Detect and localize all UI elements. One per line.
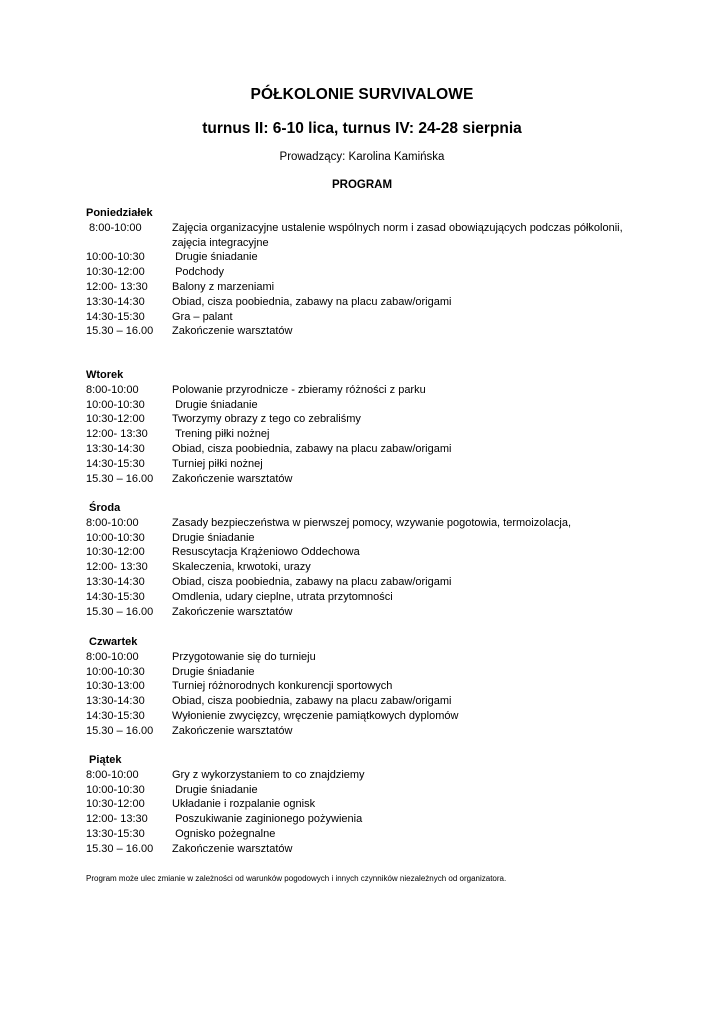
day-name: Poniedziałek [86,207,153,219]
schedule-row [86,709,646,724]
schedule-time: 15.30 – 16.00 [86,472,154,485]
schedule-time: 10:30-12:00 [86,413,145,426]
schedule-time: 8:00-10:00 [86,650,139,663]
schedule-activity: Drugie śniadanie [172,665,255,678]
schedule-row [86,383,646,398]
schedule-activity: Polowanie przyrodnicze - zbieramy różności z parku [172,383,426,396]
schedule-time: 12:00- 13:30 [86,428,148,441]
schedule-row [86,412,646,427]
schedule-row [86,427,646,442]
program-heading: PROGRAM [331,179,393,191]
schedule-activity: Układanie i rozpalanie ognisk [172,798,316,811]
turnus-subtitle: turnus II: 6-10 lica, turnus IV: 24-28 sierpnia [202,120,522,137]
day-section-friday [86,753,646,857]
schedule-row [86,265,646,280]
schedule-activity: Omdlenia, udary cieplne, utrata przytomności [172,590,393,603]
schedule-time: 13:30-15:30 [86,827,145,840]
schedule-activity: Obiad, cisza poobiednia, zabawy na placu zabaw/origami [172,575,452,588]
schedule-row [86,310,646,325]
schedule-row [86,516,646,531]
schedule-time: 10:00-10:30 [86,251,145,264]
day-section-thursday [86,635,646,739]
schedule-row [86,398,646,413]
schedule-row [86,768,646,783]
schedule-row [86,842,646,857]
schedule-activity: Turniej różnorodnych konkurencji sportowych [172,680,393,693]
schedule-activity: Skaleczenia, krwotoki, urazy [172,561,311,574]
schedule-activity: Drugie śniadanie [172,531,255,544]
footnote: Program może ulec zmianie w zależności od warunków pogodowych i innych czynników niezależnych od organizatora. [86,874,507,883]
schedule-activity: Balony z marzeniami [172,280,275,293]
schedule-activity: Zajęcia organizacyjne ustalenie wspólnych norm i zasad obowiązujących podczas półkolonii, zajęcia integracyjne [172,221,626,249]
schedule-activity: Obiad, cisza poobiednia, zabawy na placu zabaw/origami [172,442,452,455]
schedule-activity: Gry z wykorzystaniem to co znajdziemy [172,768,365,781]
schedule-row [86,605,646,620]
schedule-activity: Obiad, cisza poobiednia, zabawy na placu zabaw/origami [172,295,452,308]
schedule-time: 10:30-13:00 [86,680,145,693]
schedule-time: 14:30-15:30 [86,310,145,323]
schedule-time: 12:00- 13:30 [86,280,148,293]
schedule-time: 14:30-15:30 [86,709,145,722]
schedule-activity: Tworzymy obrazy z tego co zebraliśmy [172,413,361,426]
day-section-tuesday [86,368,646,486]
schedule-time: 10:00-10:30 [86,783,145,796]
schedule-row [86,797,646,812]
schedule-row [86,295,646,310]
schedule-activity: Trening piłki nożnej [172,428,270,441]
schedule-time: 8:00-10:00 [86,516,139,529]
schedule-time: 15.30 – 16.00 [86,325,154,338]
schedule-row [86,250,646,265]
schedule-time: 15.30 – 16.00 [86,724,154,737]
schedule-row [86,472,646,487]
schedule-time: 13:30-14:30 [86,695,145,708]
day-name: Środa [86,502,121,514]
day-name: Czwartek [86,636,138,648]
schedule-activity: Gra – palant [172,310,233,323]
schedule-time: 13:30-14:30 [86,295,145,308]
schedule-time: 13:30-14:30 [86,442,145,455]
schedule-row [86,442,646,457]
schedule-activity: Drugie śniadanie [172,251,258,264]
schedule-time: 8:00-10:00 [86,768,139,781]
schedule-activity: Ognisko pożegnalne [172,827,276,840]
schedule-time: 12:00- 13:30 [86,813,148,826]
host-line: Prowadzący: Karolina Kamińska [279,151,445,163]
schedule-activity: Wyłonienie zwycięzcy, wręczenie pamiątkowych dyplomów [172,709,459,722]
day-name: Piątek [86,754,122,766]
schedule-row [86,457,646,472]
day-section-monday [86,206,646,339]
schedule-time: 10:00-10:30 [86,398,145,411]
schedule-row [86,724,646,739]
document-title: PÓŁKOLONIE SURVIVALOWE [250,86,474,103]
day-name: Wtorek [86,369,124,381]
schedule-activity: Turniej piłki nożnej [172,457,263,470]
schedule-row [86,812,646,827]
schedule-row [86,560,646,575]
schedule-time: 10:00-10:30 [86,531,145,544]
schedule-time: 14:30-15:30 [86,457,145,470]
schedule-row [86,650,646,665]
schedule-activity: Zasady bezpieczeństwa w pierwszej pomocy, wzywanie pogotowia, termoizolacja, [172,516,572,529]
schedule-row [86,280,646,295]
schedule-activity: Zakończenie warsztatów [172,472,293,485]
schedule-time: 8:00-10:00 [86,221,142,234]
schedule-activity: Zakończenie warsztatów [172,605,293,618]
schedule-activity: Zakończenie warsztatów [172,325,293,338]
schedule-row [86,221,646,251]
schedule-row [86,590,646,605]
schedule-activity: Drugie śniadanie [172,398,258,411]
schedule-time: 8:00-10:00 [86,383,139,396]
schedule-time: 10:00-10:30 [86,665,145,678]
schedule-row [86,694,646,709]
schedule-activity: Zakończenie warsztatów [172,842,293,855]
schedule-row [86,575,646,590]
schedule-time: 15.30 – 16.00 [86,842,154,855]
schedule-time: 10:30-12:00 [86,798,145,811]
schedule-time: 10:30-12:00 [86,266,145,279]
schedule-row [86,531,646,546]
schedule-time: 10:30-12:00 [86,546,145,559]
schedule-time: 15.30 – 16.00 [86,605,154,618]
schedule-row [86,324,646,339]
day-section-wednesday [86,501,646,619]
schedule-time: 14:30-15:30 [86,590,145,603]
schedule-row [86,679,646,694]
schedule-activity: Zakończenie warsztatów [172,724,293,737]
schedule-row [86,827,646,842]
schedule-time: 12:00- 13:30 [86,561,148,574]
schedule-activity: Podchody [172,266,224,279]
schedule-activity: Przygotowanie się do turnieju [172,650,316,663]
schedule-activity: Poszukiwanie zaginionego pożywienia [172,813,363,826]
schedule-row [86,783,646,798]
schedule-activity: Drugie śniadanie [172,783,258,796]
schedule-activity: Resuscytacja Krążeniowo Oddechowa [172,546,360,559]
schedule-row [86,545,646,560]
schedule-activity: Obiad, cisza poobiednia, zabawy na placu zabaw/origami [172,695,452,708]
schedule-time: 13:30-14:30 [86,575,145,588]
schedule-row [86,665,646,680]
